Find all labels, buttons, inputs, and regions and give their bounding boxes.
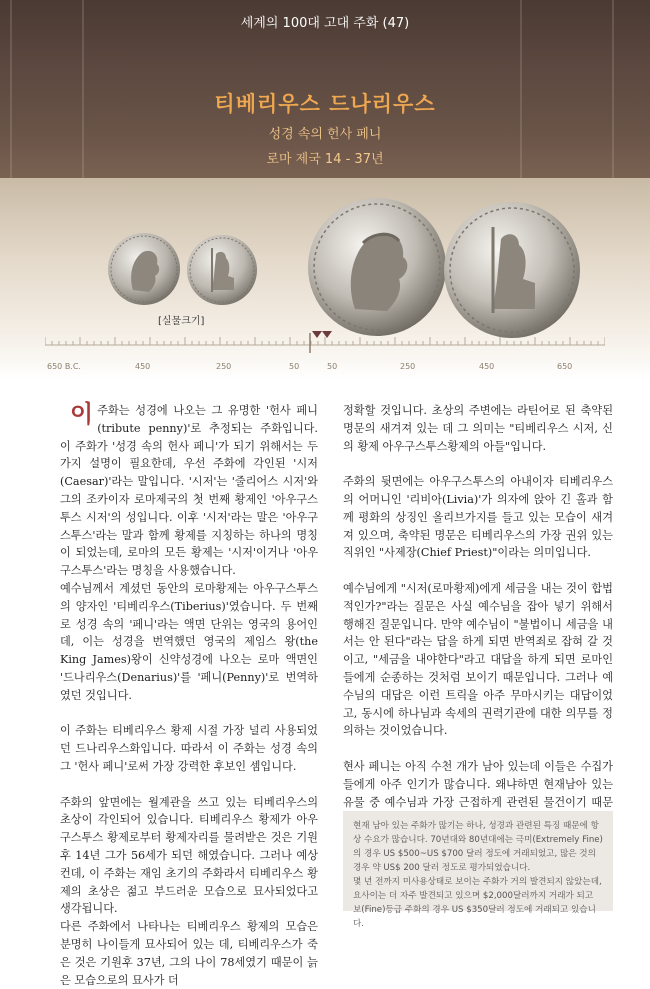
coin-obverse-small <box>107 232 181 306</box>
timeline-label: 450 <box>479 362 495 371</box>
body-paragraph <box>343 402 613 455</box>
timeline-label: 250 <box>400 362 416 371</box>
page-title: 티베리우스 드나리우스 <box>214 92 436 116</box>
series-label: 세계의 100대 고대 주화 (47) <box>240 16 410 31</box>
body-paragraph <box>60 794 318 919</box>
period-label: 로마 제국 14 - 37년 <box>266 152 384 167</box>
timeline-label: 650 B.C. <box>47 362 81 371</box>
paragraph-text: 정확할 것입니다. 초상의 주변에는 라틴어로 된 축약된 명문의 새겨져 있는 데 그 의미는 "티베리우스 시저, 신의 황제 아우구스투스황제의 아들"입니다. <box>343 404 613 453</box>
paragraph-gap <box>343 562 613 580</box>
coin-reverse-large <box>443 201 581 339</box>
paragraph-text: 예수님께서 계셨던 동안의 로마황제는 아우구스투스의 양자인 '티베리우스(Tiberius)'였습니다. 두 번째로 성경 속의 '페니'라는 액면 단위는 영국의 용어인데, 이는 성경을 번역했던 영국의 제임스 왕(the King James)왕이 신약성경에 나오는 로마 액면인 '드나리우스(Denarius)'를 '페니(Penny)'로 번역하였던 것입니다. <box>60 581 318 702</box>
coin-reverse-small <box>186 234 258 306</box>
note-paragraph: 현재 남아 있는 주화가 많기는 하나, 성경과 관련된 특징 때문에 항상 수요가 많습니다. 70년대와 80년대에는 극미(Extremely Fine)의 경우 US $500~US $700 달러 정도에 거래되었고, 많은 것의 경우 약 US$ 200 달러 정도로 평가되었습니다. <box>353 821 603 873</box>
actual-size-label: [실물크기] <box>158 316 205 327</box>
page-subtitle: 성경 속의 헌사 페니 <box>268 127 382 142</box>
paragraph-text: 주화의 뒷면에는 아우구스투스의 아내이자 티베리우스의 어머니인 '리비아(Livia)'가 의자에 앉아 긴 홀과 함께 평화의 상징인 올리브가지를 들고 있는 모습이 새겨져 있으며, 축약된 명문은 티베리우스의 가장 권위 있는 직위인 "사제장(Chief Priest)"이라는 의미입니다. <box>343 475 613 560</box>
body-column-left <box>60 399 318 989</box>
paragraph-gap <box>60 776 318 794</box>
body-paragraph <box>60 580 318 705</box>
body-paragraph <box>343 580 613 740</box>
paragraph-text: 이 주화는 티베리우스 황제 시절 가장 널리 사용되었던 드나리우스화입니다. 따라서 이 주화는 성경 속의 그 '헌사 페니'로써 가장 강력한 후보인 셈입니다. <box>60 724 318 773</box>
body-paragraph <box>60 918 318 989</box>
paragraph-text: 현사 페니는 아직 수천 개가 남아 있는데 이들은 수집가들에게 아주 인기가 많습니다. 왜냐하면 현재남아 있는 유물 중 예수님과 가장 근접하게 관련된 물건이기 때문 <box>343 759 613 809</box>
paragraph-gap <box>343 455 613 473</box>
body-column-right <box>343 402 613 829</box>
timeline-label: 450 <box>135 362 151 371</box>
timeline-label: 250 <box>216 362 232 371</box>
price-note-box <box>343 811 613 929</box>
body-paragraph <box>60 722 318 775</box>
paragraph-text: 주화의 앞면에는 월계관을 쓰고 있는 티베리우스의 초상이 각인되어 있습니다. 티베리우스 황제가 아우구스투스 황제로부터 황제자리를 물려받은 것은 기원후 14년 그가 56세가 되던 해였습니다. 그러나 예상컨데, 이 주화는 재임 초기의 주화라서 티베리우스 황제의 초상은 젊고 부드러운 모습으로 묘사되었다고 생각됩니다. <box>60 795 318 916</box>
timeline-ruler <box>45 333 605 373</box>
body-paragraph <box>60 399 318 580</box>
body-paragraph <box>343 473 613 562</box>
timeline-label: 50 <box>327 362 338 371</box>
paragraph-text: 주화는 성경에 나오는 그 유명한 '헌사 페니(tribute penny)'로 추정되는 주화입니다. 이 주화가 '성경 속의 헌사 페니'가 되기 위해서는 두 가지 설명이 필요한데, 우선 주화에 각인된 '시저(Caesar)'라는 말입니다. '시저'는 '줄리어스 시저'와 그의 조카이자 로마제국의 첫 번째 황제인 '아우구스투스 시저'의 성입니다. 이후 '시저'라는 말은 '아우구스투스'라는 말과 함께 황제를 지칭하는 하나의 명칭이 되었는데, 로마의 모든 황제는 '시저'이거나 '아우구스투스'라는 명칭을 사용했습니다. <box>60 404 318 578</box>
timeline-label: 650 <box>557 362 573 371</box>
coin-obverse-large <box>307 197 447 337</box>
paragraph-gap <box>60 705 318 723</box>
drop-cap: 이 <box>70 399 94 428</box>
paragraph-text: 예수님에게 "시저(로마황제)에게 세금을 내는 것이 합법적인가?"라는 질문은 사실 예수님을 잡아 넣기 위해서 행해진 질문입니다. 만약 예수님이 "불법이니 세금을 내서는 안 된다"라는 답을 하게 되면 반역죄로 잡혀 갈 것이고, "세금을 내야한다"라고 대답을 하게 되면 로마인들에게 순종하는 것처럼 보이기 때문입니다. 그러나 예수님의 대답은 이런 트릭을 아주 무마시키는 대답이었고, 동시에 하나님과 속세의 권력기관에 대한 의무를 정의하는 것이었습니다. <box>343 581 613 738</box>
note-paragraph: 몇 년 전까지 미사용상태로 보이는 주화가 거의 발견되지 않았는데, 요사이는 더 자주 발견되고 있으며 $2,000달러까지 거래가 되고 보(Fine)등급 주화의 경우 US $350달러 정도에 거래되고 있습니다. <box>353 877 602 929</box>
timeline-label: 50 <box>289 362 300 371</box>
paragraph-gap <box>343 740 613 758</box>
paragraph-text: 다른 주화에서 나타나는 티베리우스 황제의 모습은 분명히 나이들게 묘사되어 있는 데, 티베리우스가 죽은 것은 기원후 37년, 그의 나이 78세였기 때문이 늙은 모습으로의 묘사가 더 <box>60 920 318 987</box>
header-banner <box>0 0 650 178</box>
